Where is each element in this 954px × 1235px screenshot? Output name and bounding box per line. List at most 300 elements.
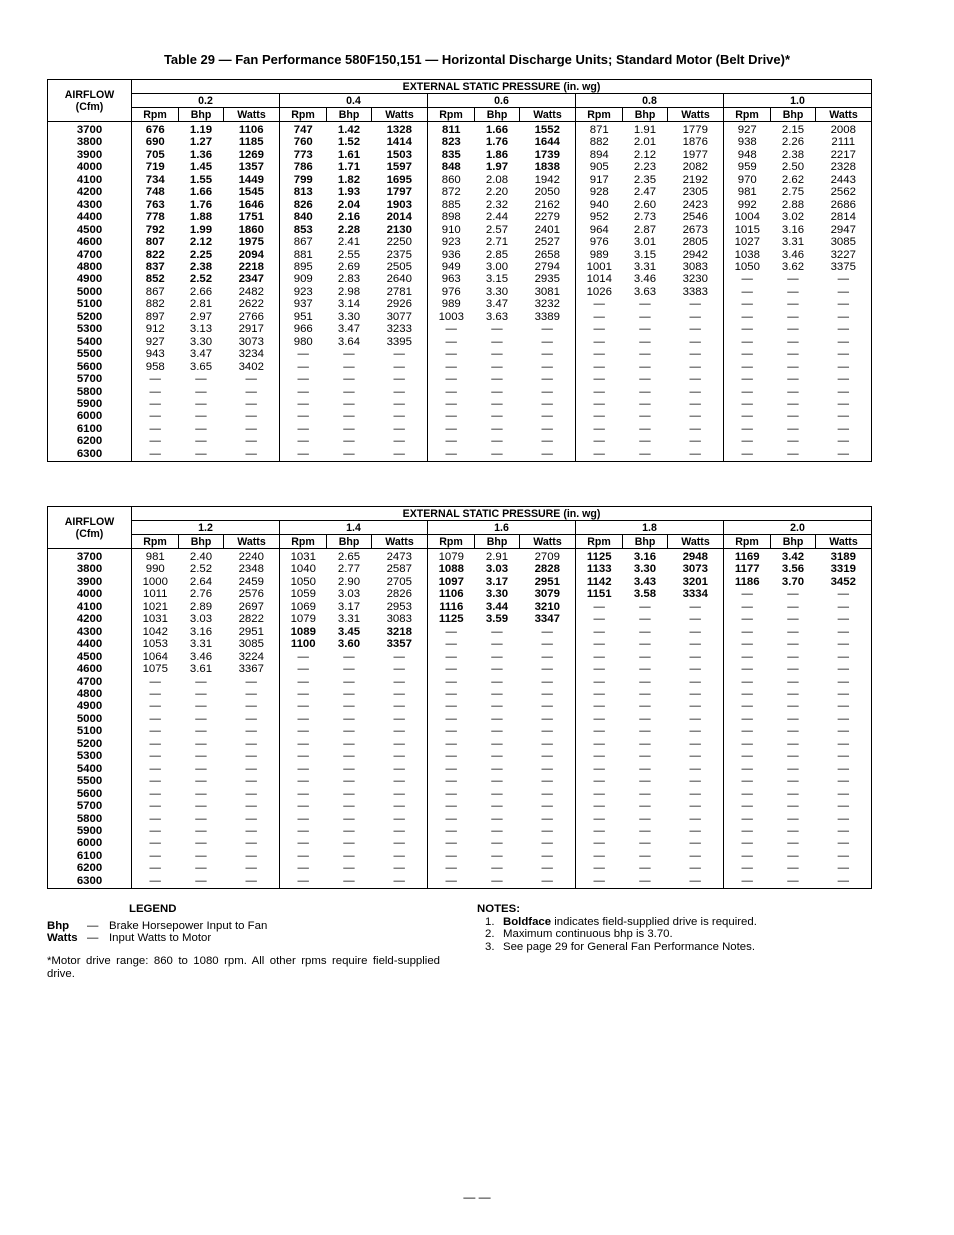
airflow-cell: 4400 bbox=[76, 638, 103, 651]
bhp-cell: 1.91 bbox=[633, 124, 657, 136]
watts-cell: — bbox=[689, 849, 701, 862]
table-row bbox=[48, 676, 872, 688]
rpm-cell: — bbox=[576, 336, 623, 348]
bhp-cell: 3.31 bbox=[189, 638, 213, 651]
watts-cell: 1597 bbox=[386, 161, 412, 174]
watts-cell: — bbox=[393, 787, 405, 800]
rpm-cell: — bbox=[132, 788, 179, 800]
watts-cell: — bbox=[689, 750, 701, 763]
rpm-cell: — bbox=[280, 837, 327, 849]
table-row bbox=[48, 563, 872, 575]
rpm-cell: 1027 bbox=[724, 236, 771, 248]
rpm-cell: 1142 bbox=[576, 576, 623, 588]
rpm-cell: 1026 bbox=[576, 286, 623, 298]
bhp-cell: — bbox=[787, 613, 799, 626]
rpm-cell: — bbox=[280, 398, 327, 410]
watts-cell: — bbox=[245, 725, 257, 738]
bhp-cell: — bbox=[639, 310, 651, 323]
watts-cell: — bbox=[541, 335, 553, 348]
watts-cell: 2794 bbox=[534, 260, 560, 273]
watts-cell: 3334 bbox=[682, 588, 708, 601]
bhp-cell: — bbox=[639, 800, 651, 813]
bhp-cell: 3.13 bbox=[189, 323, 213, 336]
bhp-cell: 3.44 bbox=[485, 600, 509, 613]
watts-cell: — bbox=[541, 323, 553, 336]
bhp-cell: — bbox=[195, 422, 207, 435]
bhp-cell: 1.82 bbox=[337, 173, 361, 186]
rpm-cell: — bbox=[428, 435, 475, 447]
bhp-cell: — bbox=[787, 422, 799, 435]
rpm-cell: 826 bbox=[280, 199, 327, 211]
bhp-cell: — bbox=[343, 712, 355, 725]
subcolumn-header: Bhp bbox=[179, 535, 224, 549]
bhp-cell: 2.89 bbox=[189, 600, 213, 613]
rpm-cell: — bbox=[132, 862, 179, 874]
rpm-cell: 1186 bbox=[724, 576, 771, 588]
bhp-cell: — bbox=[639, 663, 651, 676]
rpm-cell: — bbox=[576, 775, 623, 787]
watts-cell: 1644 bbox=[534, 136, 560, 149]
table-row bbox=[48, 837, 872, 849]
bhp-cell: — bbox=[639, 397, 651, 410]
rpm-cell: — bbox=[428, 775, 475, 787]
rpm-cell: — bbox=[724, 348, 771, 360]
airflow-cell: 3800 bbox=[76, 136, 103, 149]
rpm-cell: — bbox=[576, 750, 623, 762]
watts-cell: — bbox=[837, 775, 849, 788]
bhp-cell: — bbox=[343, 800, 355, 813]
bhp-cell: — bbox=[343, 650, 355, 663]
table-row bbox=[48, 725, 872, 737]
watts-cell: — bbox=[689, 700, 701, 713]
watts-cell: — bbox=[689, 862, 701, 875]
bhp-cell: — bbox=[343, 663, 355, 676]
rpm-cell: 1064 bbox=[132, 651, 179, 663]
watts-cell: 2828 bbox=[534, 563, 560, 576]
rpm-cell: — bbox=[724, 663, 771, 675]
bhp-cell: — bbox=[639, 725, 651, 738]
airflow-cell: 5100 bbox=[76, 298, 103, 311]
bhp-cell: 2.73 bbox=[633, 211, 657, 224]
rpm-cell: — bbox=[724, 361, 771, 373]
airflow-cell: 4700 bbox=[76, 675, 103, 688]
watts-cell: — bbox=[245, 447, 257, 460]
airflow-cell: 5200 bbox=[76, 310, 103, 323]
rpm-cell: — bbox=[576, 738, 623, 750]
rpm-cell: 980 bbox=[280, 336, 327, 348]
watts-cell: 1942 bbox=[534, 173, 560, 186]
bhp-cell: 3.17 bbox=[337, 600, 361, 613]
bhp-cell: — bbox=[787, 762, 799, 775]
bhp-cell: — bbox=[787, 310, 799, 323]
watts-cell: — bbox=[689, 298, 701, 311]
subcolumn-header: Watts bbox=[520, 108, 576, 122]
rpm-cell: — bbox=[576, 688, 623, 700]
watts-cell: — bbox=[541, 800, 553, 813]
watts-cell: — bbox=[245, 737, 257, 750]
rpm-cell: — bbox=[132, 700, 179, 712]
bhp-cell: 3.31 bbox=[337, 613, 361, 626]
bhp-cell: — bbox=[343, 837, 355, 850]
bhp-cell: — bbox=[195, 675, 207, 688]
legend-definition: Brake Horsepower Input to Fan bbox=[109, 919, 268, 932]
watts-cell: 3189 bbox=[830, 551, 856, 563]
watts-cell: 1503 bbox=[386, 148, 412, 161]
bhp-cell: 2.12 bbox=[189, 236, 213, 249]
bhp-cell: — bbox=[343, 874, 355, 887]
bhp-cell: — bbox=[195, 385, 207, 398]
watts-cell: 1876 bbox=[682, 136, 708, 149]
rpm-cell: 1031 bbox=[132, 613, 179, 625]
bhp-cell: — bbox=[343, 862, 355, 875]
watts-cell: 1328 bbox=[386, 124, 412, 136]
pressure-group-header: 1.0 bbox=[724, 94, 872, 108]
bhp-cell: — bbox=[787, 410, 799, 423]
watts-cell: — bbox=[837, 750, 849, 763]
bhp-cell: — bbox=[787, 837, 799, 850]
watts-cell: — bbox=[837, 675, 849, 688]
rpm-cell: — bbox=[576, 398, 623, 410]
bhp-cell: 2.35 bbox=[633, 173, 657, 186]
rpm-cell: 905 bbox=[576, 161, 623, 173]
bhp-cell: 3.31 bbox=[633, 260, 657, 273]
watts-cell: — bbox=[393, 837, 405, 850]
rpm-cell: — bbox=[132, 373, 179, 385]
rpm-cell: — bbox=[724, 676, 771, 688]
watts-cell: 3083 bbox=[386, 613, 412, 626]
bhp-cell: 1.42 bbox=[337, 124, 361, 136]
rpm-cell: 1097 bbox=[428, 576, 475, 588]
bhp-cell: 3.30 bbox=[337, 310, 361, 323]
rpm-cell: 811 bbox=[428, 122, 475, 137]
airflow-cell: 6000 bbox=[76, 410, 103, 423]
bhp-cell: 2.25 bbox=[189, 248, 213, 261]
watts-cell: — bbox=[689, 775, 701, 788]
bhp-cell: — bbox=[639, 712, 651, 725]
rpm-cell: 1075 bbox=[132, 663, 179, 675]
rpm-cell: — bbox=[724, 613, 771, 625]
bhp-cell: 2.47 bbox=[633, 186, 657, 199]
watts-cell: — bbox=[393, 675, 405, 688]
bhp-cell: — bbox=[343, 687, 355, 700]
rpm-cell: 773 bbox=[280, 149, 327, 161]
watts-cell: — bbox=[837, 385, 849, 398]
watts-cell: 2423 bbox=[682, 198, 708, 211]
rpm-cell: — bbox=[576, 613, 623, 625]
bhp-cell: 2.15 bbox=[781, 124, 805, 136]
bhp-cell: 3.14 bbox=[337, 298, 361, 311]
subcolumn-header: Rpm bbox=[576, 108, 623, 122]
bhp-cell: 3.01 bbox=[633, 236, 657, 249]
airflow-cell: 4200 bbox=[76, 186, 103, 199]
rpm-cell: 872 bbox=[428, 186, 475, 198]
bhp-cell: 2.04 bbox=[337, 198, 361, 211]
watts-cell: 3402 bbox=[238, 360, 264, 373]
bhp-cell: — bbox=[195, 787, 207, 800]
table-row bbox=[48, 651, 872, 663]
rpm-cell: — bbox=[428, 688, 475, 700]
airflow-cell: 4300 bbox=[76, 198, 103, 211]
watts-cell: 1106 bbox=[238, 124, 264, 136]
bhp-cell: — bbox=[787, 373, 799, 386]
table-row bbox=[48, 273, 872, 285]
watts-cell: 1269 bbox=[238, 148, 264, 161]
table-row bbox=[48, 122, 872, 137]
rpm-cell: — bbox=[724, 423, 771, 435]
watts-cell: — bbox=[689, 447, 701, 460]
rpm-cell: 823 bbox=[428, 136, 475, 148]
rpm-cell: — bbox=[428, 788, 475, 800]
bhp-cell: — bbox=[491, 650, 503, 663]
bhp-cell: — bbox=[787, 638, 799, 651]
bhp-cell: — bbox=[639, 638, 651, 651]
rpm-cell: 1011 bbox=[132, 588, 179, 600]
subcolumn-header: Watts bbox=[224, 108, 280, 122]
note-bold: Boldface bbox=[503, 915, 552, 928]
rpm-cell: — bbox=[132, 837, 179, 849]
bhp-cell: — bbox=[639, 422, 651, 435]
rpm-cell: 1177 bbox=[724, 563, 771, 575]
airflow-cell: 4000 bbox=[76, 161, 103, 174]
rpm-cell: — bbox=[280, 738, 327, 750]
subcolumn-header: Watts bbox=[668, 535, 724, 549]
rpm-cell: — bbox=[724, 700, 771, 712]
rpm-cell: 1015 bbox=[724, 224, 771, 236]
bhp-cell: 1.19 bbox=[189, 124, 213, 136]
watts-cell: — bbox=[245, 700, 257, 713]
bhp-cell: 2.85 bbox=[485, 248, 509, 261]
watts-cell: 3375 bbox=[830, 260, 856, 273]
watts-cell: — bbox=[393, 737, 405, 750]
bhp-cell: — bbox=[491, 373, 503, 386]
bhp-cell: — bbox=[195, 700, 207, 713]
rpm-cell: 1088 bbox=[428, 563, 475, 575]
rpm-cell: — bbox=[724, 435, 771, 447]
rpm-cell: 1125 bbox=[576, 549, 623, 564]
bhp-cell: 2.62 bbox=[781, 173, 805, 186]
rpm-cell: 871 bbox=[576, 122, 623, 137]
watts-cell: — bbox=[245, 422, 257, 435]
bhp-cell: — bbox=[195, 410, 207, 423]
rpm-cell: 895 bbox=[280, 261, 327, 273]
watts-cell: — bbox=[541, 385, 553, 398]
bhp-cell: — bbox=[639, 360, 651, 373]
watts-cell: — bbox=[837, 812, 849, 825]
watts-cell: — bbox=[689, 310, 701, 323]
bhp-cell: 1.66 bbox=[189, 186, 213, 199]
note-item bbox=[477, 928, 757, 941]
airflow-cell: 5300 bbox=[76, 750, 103, 763]
bhp-cell: — bbox=[639, 775, 651, 788]
bhp-cell: 1.88 bbox=[189, 211, 213, 224]
subcolumn-header: Rpm bbox=[280, 535, 327, 549]
watts-cell: 2673 bbox=[682, 223, 708, 236]
bhp-cell: 3.00 bbox=[485, 260, 509, 273]
bhp-cell: — bbox=[639, 410, 651, 423]
watts-cell: — bbox=[393, 862, 405, 875]
airflow-cell: 3700 bbox=[76, 551, 103, 563]
rpm-cell: 989 bbox=[428, 298, 475, 310]
bhp-cell: — bbox=[343, 373, 355, 386]
rpm-cell: — bbox=[280, 875, 327, 889]
pressure-group-header: 1.8 bbox=[576, 521, 724, 535]
watts-cell: 3083 bbox=[682, 260, 708, 273]
watts-cell: 2942 bbox=[682, 248, 708, 261]
legend-dash: — bbox=[87, 919, 99, 932]
rpm-cell: — bbox=[280, 775, 327, 787]
watts-cell: 2347 bbox=[238, 273, 264, 286]
bhp-cell: — bbox=[491, 335, 503, 348]
rpm-cell: — bbox=[724, 373, 771, 385]
rpm-cell: — bbox=[428, 410, 475, 422]
watts-cell: 2947 bbox=[830, 223, 856, 236]
bhp-cell: 3.30 bbox=[485, 588, 509, 601]
rpm-cell: 943 bbox=[132, 348, 179, 360]
watts-cell: — bbox=[541, 700, 553, 713]
airflow-unit: (Cfm) bbox=[75, 100, 104, 113]
bhp-cell: — bbox=[787, 348, 799, 361]
bhp-cell: — bbox=[195, 687, 207, 700]
fan-performance-table-low-pressure bbox=[47, 79, 872, 462]
bhp-cell: — bbox=[491, 775, 503, 788]
rpm-cell: — bbox=[428, 626, 475, 638]
bhp-cell: — bbox=[639, 675, 651, 688]
watts-cell: — bbox=[541, 650, 553, 663]
rpm-cell: — bbox=[576, 435, 623, 447]
watts-cell: 3073 bbox=[238, 335, 264, 348]
table-row bbox=[48, 224, 872, 236]
external-static-pressure-label: EXTERNAL STATIC PRESSURE (in. wg) bbox=[132, 80, 872, 94]
watts-cell: 2473 bbox=[386, 551, 412, 563]
airflow-cell: 5500 bbox=[76, 348, 103, 361]
watts-cell: — bbox=[541, 775, 553, 788]
bhp-cell: — bbox=[195, 824, 207, 837]
bhp-cell: 1.99 bbox=[189, 223, 213, 236]
rpm-cell: 807 bbox=[132, 236, 179, 248]
bhp-cell: — bbox=[491, 422, 503, 435]
watts-cell: — bbox=[837, 625, 849, 638]
bhp-cell: 2.57 bbox=[485, 223, 509, 236]
bhp-cell: — bbox=[195, 800, 207, 813]
watts-cell: 3233 bbox=[386, 323, 412, 336]
bhp-cell: — bbox=[491, 762, 503, 775]
table-row bbox=[48, 261, 872, 273]
bhp-cell: 3.15 bbox=[485, 273, 509, 286]
rpm-cell: — bbox=[576, 298, 623, 310]
bhp-cell: 3.31 bbox=[781, 236, 805, 249]
airflow-cell: 5200 bbox=[76, 737, 103, 750]
rpm-cell: — bbox=[724, 638, 771, 650]
rpm-cell: — bbox=[576, 788, 623, 800]
bhp-cell: — bbox=[787, 285, 799, 298]
rpm-cell: 1003 bbox=[428, 311, 475, 323]
bhp-cell: 2.01 bbox=[633, 136, 657, 149]
bhp-cell: — bbox=[195, 725, 207, 738]
bhp-cell: — bbox=[787, 800, 799, 813]
rpm-cell: 799 bbox=[280, 174, 327, 186]
bhp-cell: — bbox=[787, 787, 799, 800]
table-row bbox=[48, 549, 872, 564]
bhp-cell: 1.93 bbox=[337, 186, 361, 199]
bhp-cell: — bbox=[639, 335, 651, 348]
rpm-cell: 1050 bbox=[724, 261, 771, 273]
watts-cell: — bbox=[245, 712, 257, 725]
watts-cell: 2505 bbox=[386, 260, 412, 273]
watts-cell: — bbox=[541, 849, 553, 862]
bhp-cell: — bbox=[491, 675, 503, 688]
watts-cell: 2951 bbox=[534, 575, 560, 588]
watts-cell: — bbox=[541, 837, 553, 850]
rpm-cell: 958 bbox=[132, 361, 179, 373]
watts-cell: 2459 bbox=[238, 575, 264, 588]
rpm-cell: — bbox=[576, 800, 623, 812]
watts-cell: — bbox=[689, 638, 701, 651]
rpm-cell: — bbox=[280, 700, 327, 712]
bhp-cell: 2.98 bbox=[337, 285, 361, 298]
rpm-cell: — bbox=[576, 323, 623, 335]
bhp-cell: 2.75 bbox=[781, 186, 805, 199]
subcolumn-header: Watts bbox=[816, 108, 872, 122]
bhp-cell: — bbox=[491, 323, 503, 336]
bhp-cell: 2.16 bbox=[337, 211, 361, 224]
table-row bbox=[48, 763, 872, 775]
watts-cell: — bbox=[541, 410, 553, 423]
airflow-cell: 3900 bbox=[76, 148, 103, 161]
table-row bbox=[48, 800, 872, 812]
watts-cell: — bbox=[245, 837, 257, 850]
bhp-cell: — bbox=[491, 800, 503, 813]
header-row-pressure-label bbox=[48, 80, 872, 94]
table-row bbox=[48, 373, 872, 385]
bhp-cell: — bbox=[195, 837, 207, 850]
pressure-group-header: 1.4 bbox=[280, 521, 428, 535]
watts-cell: 1545 bbox=[238, 186, 264, 199]
rpm-cell: — bbox=[132, 750, 179, 762]
bhp-cell: — bbox=[491, 849, 503, 862]
bhp-cell: — bbox=[343, 435, 355, 448]
page-number: — — bbox=[463, 1190, 491, 1204]
rpm-cell: — bbox=[724, 398, 771, 410]
watts-cell: — bbox=[837, 849, 849, 862]
rpm-cell: — bbox=[132, 825, 179, 837]
bhp-cell: — bbox=[787, 397, 799, 410]
bhp-cell: 2.91 bbox=[485, 551, 509, 563]
bhp-cell: 2.66 bbox=[189, 285, 213, 298]
watts-cell: — bbox=[541, 750, 553, 763]
pressure-group-header: 0.6 bbox=[428, 94, 576, 108]
bhp-cell: — bbox=[787, 725, 799, 738]
bhp-cell: — bbox=[491, 435, 503, 448]
bhp-cell: 2.28 bbox=[337, 223, 361, 236]
watts-cell: — bbox=[837, 613, 849, 626]
watts-cell: — bbox=[689, 787, 701, 800]
watts-cell: — bbox=[837, 700, 849, 713]
bhp-cell: — bbox=[787, 874, 799, 887]
watts-cell: — bbox=[541, 447, 553, 460]
watts-cell: 2111 bbox=[831, 136, 856, 149]
rpm-cell: 867 bbox=[132, 286, 179, 298]
watts-cell: — bbox=[837, 435, 849, 448]
rpm-cell: 882 bbox=[576, 136, 623, 148]
watts-cell: — bbox=[245, 675, 257, 688]
watts-cell: 1860 bbox=[238, 223, 264, 236]
watts-cell: 2686 bbox=[830, 198, 856, 211]
watts-cell: 1449 bbox=[238, 173, 264, 186]
bhp-cell: — bbox=[195, 874, 207, 887]
table-row bbox=[48, 875, 872, 889]
rpm-cell: — bbox=[428, 361, 475, 373]
watts-cell: — bbox=[393, 712, 405, 725]
